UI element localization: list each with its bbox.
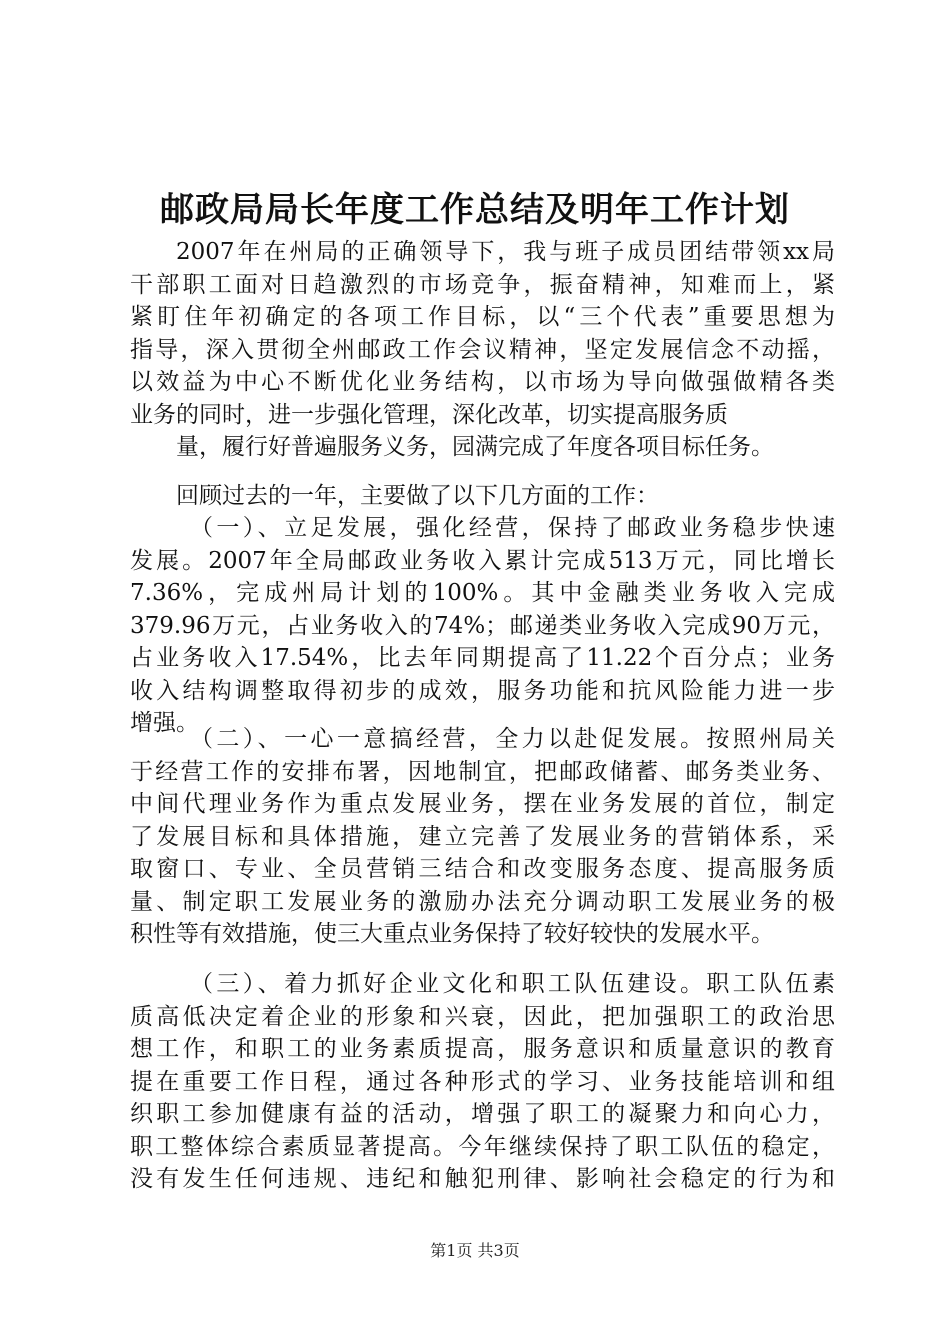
text-line: 没有发生任何违规、违纪和触犯刑律、影响社会稳定的行为和 (130, 1166, 835, 1192)
text-line: 量、制定职工发展业务的激励办法充分调动职工发展业务的极 (130, 888, 835, 915)
text-line: 发展。2007年全局邮政业务收入累计完成513万元，同比增长 (130, 547, 835, 574)
paragraph-review (130, 480, 835, 513)
paragraph-section-1 (130, 512, 835, 740)
page-number-footer: 第1页 共3页 (430, 1241, 520, 1260)
text-line: 取窗口、专业、全员营销三结合和改变服务态度、提高服务质 (130, 856, 835, 882)
text-line: 于经营工作的安排布署，因地制宜，把邮政储蓄、邮务类业务、 (130, 758, 835, 785)
text-line: 积性等有效措施，使三大重点业务保持了较好较快的发展水平。 (130, 921, 774, 947)
text-line: 7.36%，完成州局计划的100%。其中金融类业务收入完成 (130, 580, 835, 606)
text-line: 紧盯住年初确定的各项工作目标，以“三个代表”重要思想为 (130, 304, 835, 330)
text-line: （二）、一心一意搞经营，全力以赴促发展。按照州局关 (190, 726, 835, 752)
text-line: 质高低决定着企业的形象和兴衰，因此，把加强职工的政治思 (130, 1003, 835, 1030)
text-line: 职工整体综合素质显著提高。今年继续保持了职工队伍的稳定， (130, 1133, 835, 1160)
text-line: 想工作，和职工的业务素质提高，服务意识和质量意识的教育 (130, 1036, 835, 1062)
text-line: 指导，深入贯彻全州邮政工作会议精神，坚定发展信念不动摇， (130, 336, 835, 363)
text-line: 织职工参加健康有益的活动，增强了职工的凝聚力和向心力， (130, 1101, 835, 1127)
document-title: 邮政局局长年度工作总结及明年工作计划 (160, 190, 790, 230)
text-line: 增强。 (130, 710, 199, 736)
paragraph-section-2 (130, 723, 835, 951)
paragraph-intro (130, 236, 835, 464)
text-line: 提在重要工作日程，通过各种形式的学习、业务技能培训和组 (130, 1068, 835, 1095)
text-line: 了发展目标和具体措施，建立完善了发展业务的营销体系，采 (130, 823, 835, 850)
text-line: 业务的同时，进一步强化管理，深化改革，切实提高服务质 (130, 401, 728, 428)
text-line: 收入结构调整取得初步的成效，服务功能和抗风险能力进一步 (130, 677, 835, 704)
text-line: （三）、着力抓好企业文化和职工队伍建设。职工队伍素 (190, 971, 835, 997)
text-line: 回顾过去的一年，主要做了以下几方面的工作： (176, 483, 659, 509)
text-line: 量，履行好普遍服务义务，园满完成了年度各项目标任务。 (176, 434, 774, 460)
text-line: 379.96万元，占业务收入的74%；邮递类业务收入完成90万元， (130, 612, 835, 639)
text-line: 中间代理业务作为重点发展业务，摆在业务发展的首位，制定 (130, 791, 835, 817)
text-line: （一）、立足发展，强化经营，保持了邮政业务稳步快速 (190, 515, 835, 541)
text-line: 占业务收入17.54%，比去年同期提高了11.22个百分点；业务 (130, 645, 835, 671)
text-line: 2007年在州局的正确领导下，我与班子成员团结带领xx局 (176, 239, 835, 265)
text-line: 干部职工面对日趋激烈的市场竞争，振奋精神，知难而上，紧 (130, 271, 835, 298)
text-line: 以效益为中心不断优化业务结构，以市场为导向做强做精各类 (130, 369, 835, 395)
paragraph-section-3 (130, 968, 835, 1196)
